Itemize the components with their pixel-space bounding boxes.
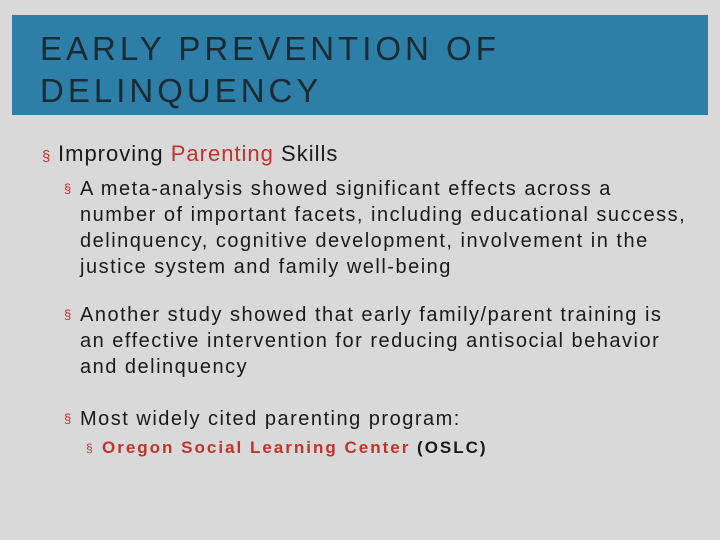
point-text: Most widely cited parenting program:: [80, 408, 461, 430]
point-meta-analysis: [42, 176, 692, 280]
heading-text-pre: Improving: [58, 141, 171, 166]
heading-text-post: Skills: [273, 141, 339, 166]
org-name: Oregon Social Learning Center: [102, 438, 411, 457]
bullet-icon: §: [64, 411, 73, 426]
bullet-icon: §: [64, 307, 73, 322]
sub-point-oslc: [42, 435, 692, 461]
point-another-study: [42, 302, 692, 380]
org-abbr: (OSLC): [410, 438, 488, 457]
slide-title: [40, 28, 500, 112]
point-text: Another study showed that early family/parent training is an effective intervention for reducing antisocial behavior and delinquency: [80, 304, 663, 378]
title-line-1: EARLY PREVENTION OF: [40, 30, 500, 67]
point-text: A meta-analysis showed significant effects across a number of important facets, including educational success, delinquency, cognitive development, involvement in the justice system and family well-being: [80, 178, 687, 278]
point-parenting-program: [42, 406, 692, 432]
heading-bullet: [42, 140, 692, 170]
bullet-icon: §: [42, 148, 52, 165]
title-line-2: DELINQUENCY: [40, 72, 323, 109]
bullet-icon: §: [86, 441, 95, 455]
heading-highlight: Parenting: [170, 141, 274, 166]
bullet-icon: §: [64, 181, 73, 196]
slide-content: [42, 140, 692, 461]
